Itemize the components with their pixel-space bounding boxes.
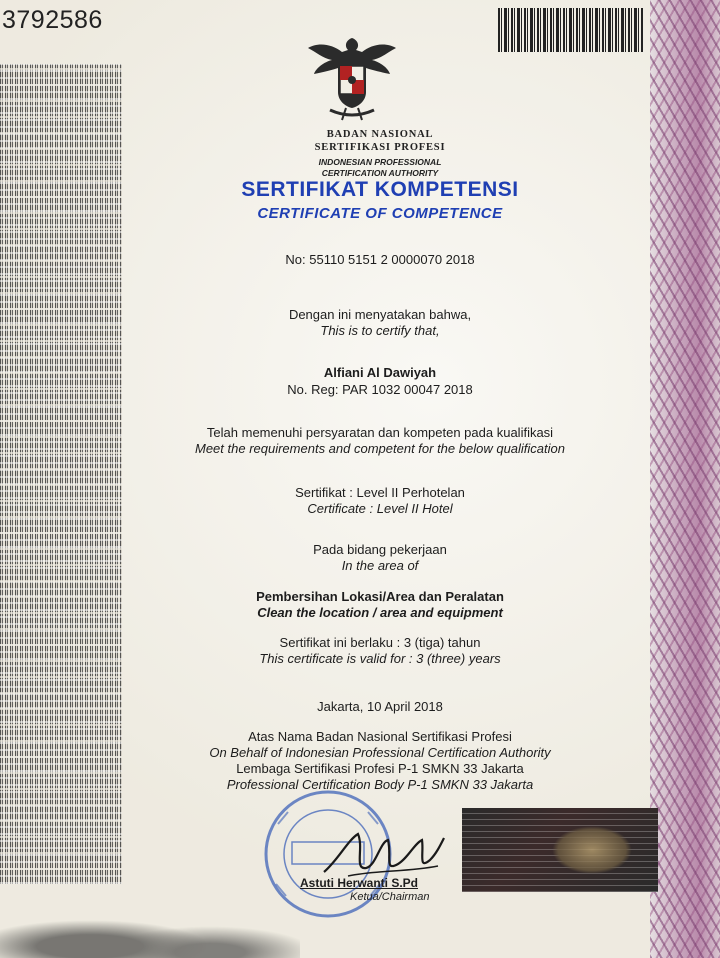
certificate-number: No: 55110 5151 2 0000070 2018: [285, 252, 475, 267]
area-label-english: In the area of: [341, 558, 419, 573]
behalf: Atas Nama Badan Nasional Sertifikasi Profesi: [248, 729, 512, 744]
signatory-role: Ketua/Chairman: [350, 891, 430, 903]
certificate-level-english: Certificate : Level II Hotel: [307, 501, 453, 516]
statement: Dengan ini menyatakan bahwa,: [288, 307, 472, 322]
agency-line-1: BADAN NASIONAL: [326, 129, 434, 140]
holder-name: Alfiani Al Dawiyah: [323, 365, 437, 380]
certificate-level: Sertifikat : Level II Perhotelan: [295, 485, 465, 500]
area-of-work-english: Clean the location / area and equipment: [257, 605, 503, 620]
certificate-title-english: CERTIFICATE OF COMPETENCE: [257, 205, 503, 222]
certification-body-english: Professional Certification Body P-1 SMKN 33 Jakarta: [226, 777, 534, 792]
agency-name: [130, 128, 630, 154]
certificate-title: SERTIFIKAT KOMPETENSI: [241, 178, 519, 201]
area-label: Pada bidang pekerjaan: [313, 542, 447, 557]
agency-en-line-1: INDONESIAN PROFESSIONAL: [318, 157, 442, 167]
agency-en-line-2: CERTIFICATION AUTHORITY: [321, 167, 439, 178]
requirement-text-english: Meet the requirements and competent for the below qualification: [195, 441, 565, 456]
serial-number: 3792586: [2, 6, 103, 34]
statement-english: This is to certify that,: [320, 323, 440, 338]
behalf-english: On Behalf of Indonesian Professional Certification Authority: [209, 745, 551, 760]
hologram-security-label: [462, 808, 658, 892]
decorative-border-art: [0, 900, 300, 958]
certification-body: Lembaga Sertifikasi Profesi P-1 SMKN 33 Jakarta: [236, 761, 524, 776]
signatory-name: Astuti Herwanti S.Pd: [300, 876, 419, 890]
hologram-emblem-icon: [552, 826, 632, 874]
barcode-icon: [498, 8, 644, 52]
place-and-date: Jakarta, 10 April 2018: [317, 699, 443, 714]
validity-english: This certificate is valid for : 3 (three) years: [259, 651, 501, 666]
requirement-text: Telah memenuhi persyaratan dan kompeten pada kualifikasi: [206, 425, 554, 440]
agency-line-2: SERTIFIKASI PROFESI: [314, 142, 446, 153]
registration-number: No. Reg: PAR 1032 00047 2018: [287, 382, 473, 397]
validity: Sertifikat ini berlaku : 3 (tiga) tahun: [279, 635, 481, 650]
microprint-security-strip: [0, 64, 122, 884]
security-ribbon: [650, 0, 720, 958]
agency-name-english: [130, 157, 630, 178]
area-of-work: Pembersihan Lokasi/Area dan Peralatan: [256, 589, 504, 604]
garuda-emblem-icon: [302, 30, 402, 122]
